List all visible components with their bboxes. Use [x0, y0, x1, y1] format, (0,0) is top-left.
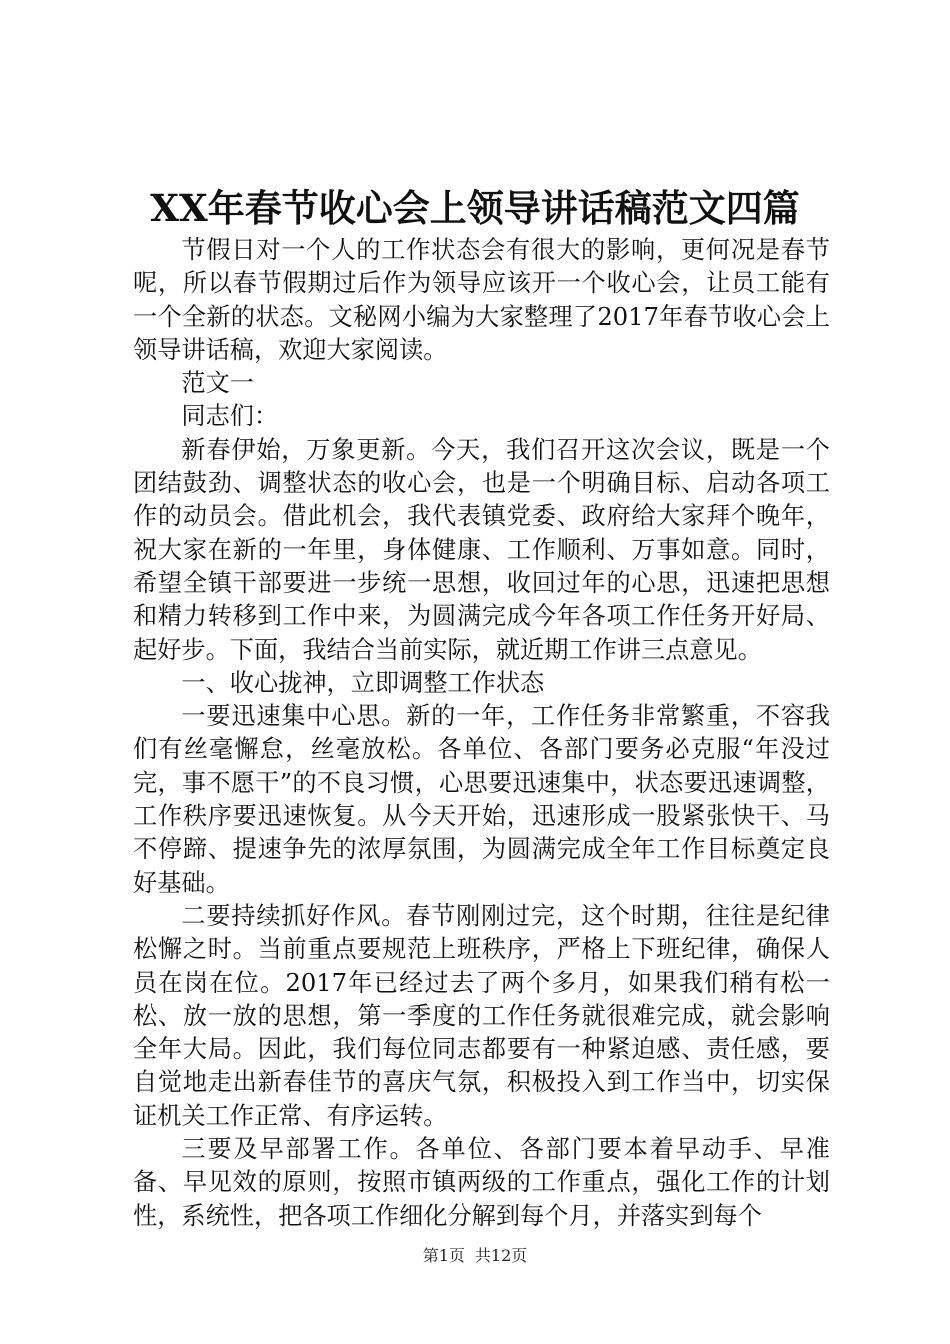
document-body — [133, 234, 830, 1233]
page-number: 第1页 — [422, 1246, 465, 1265]
paragraph-point-three: 三要及早部署工作。各单位、各部门要本着早动手、早准备、早见效的原则，按照市镇两级的工作重点，强化工作的计划性，系统性，把各项工作细化分解到每个月，并落实到每个 — [133, 1135, 830, 1230]
paragraph-point-two: 二要持续抓好作风。春节刚刚过完，这个时期，往往是纪律松懈之时。当前重点要规范上班秩序，严格上下班纪律，确保人员在岗在位。2017年已经过去了两个多月，如果我们稍有松一松、放一放的思想，第一季度的工作任务就很难完成，就会影响全年大局。因此，我们每位同志都要有一种紧迫感、责任感，要自觉地走出新春佳节的喜庆气氛，积极投入到工作当中，切实保证机关工作正常、有序运转。 — [133, 901, 830, 1130]
page-footer — [0, 1244, 950, 1268]
paragraph-intro: 节假日对一个人的工作状态会有很大的影响，更何况是春节呢，所以春节假期过后作为领导应该开一个收心会，让员工能有一个全新的状态。文秘网小编为大家整理了2017年春节收心会上领导讲话稿，欢迎大家阅读。 — [133, 236, 830, 364]
document-title: XX年春节收心会上领导讲话稿范文四篇 — [150, 186, 800, 230]
paragraph-section-heading: 一、收心拢神，立即调整工作状态 — [181, 668, 545, 697]
paragraph-point-one: 一要迅速集中心思。新的一年，工作任务非常繁重，不容我们有丝毫懈怠，丝毫放松。各单位、各部门要务必克服“年没过完，事不愿干”的不良习惯，心思要迅速集中，状态要迅速调整，工作秩序要迅速恢复。从今天开始，迅速形成一股紧张快干、马不停蹄、提速争先的浓厚氛围，为圆满完成全年工作目标奠定良好基础。 — [133, 702, 830, 897]
paragraph-sample-heading: 范文一 — [181, 369, 254, 398]
page-total: 共12页 — [474, 1246, 528, 1265]
paragraph-opening: 新春伊始，万象更新。今天，我们召开这次会议，既是一个团结鼓劲、调整状态的收心会，也是一个明确目标、启动各项工作的动员会。借此机会，我代表镇党委、政府给大家拜个晚年，祝大家在新的一年里，身体健康、工作顺利、万事如意。同时，希望全镇干部要进一步统一思想，收回过年的心思，迅速把思想和精力转移到工作中来，为圆满完成今年各项工作任务开好局、起好步。下面，我结合当前实际，就近期工作讲三点意见。 — [133, 435, 830, 664]
paragraph-salutation: 同志们： — [181, 402, 279, 431]
